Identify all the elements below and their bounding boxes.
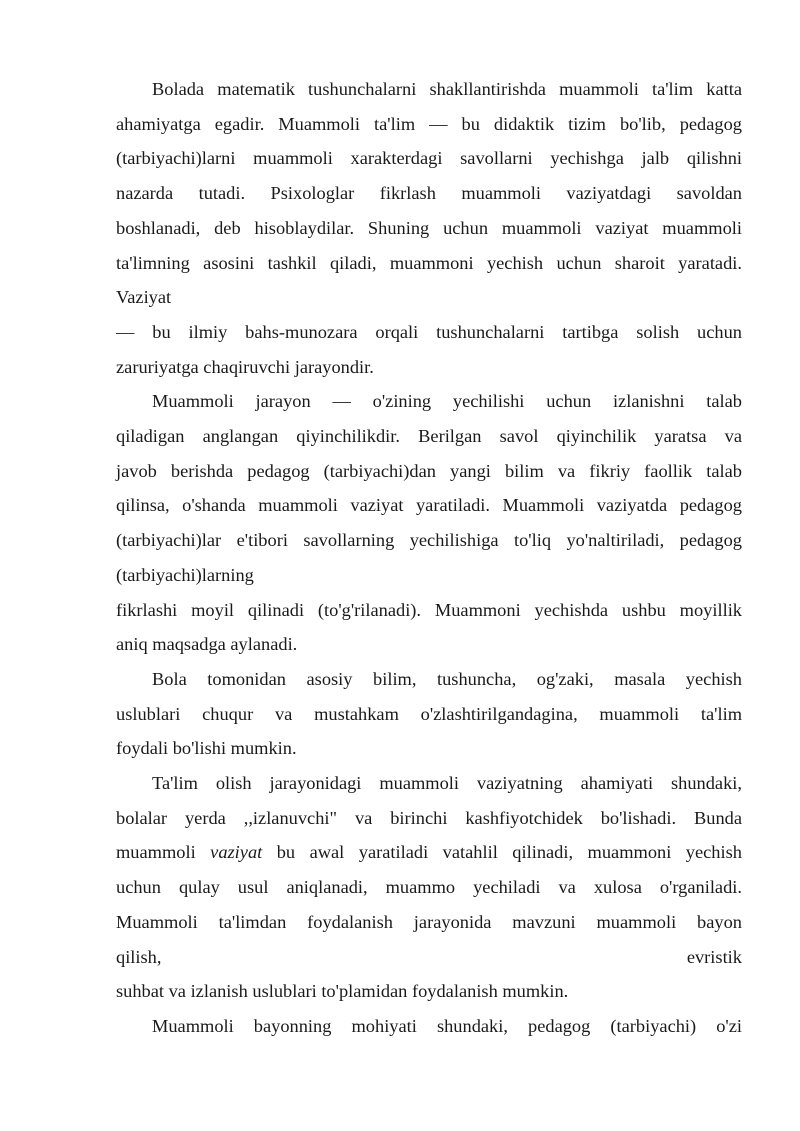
text-line: fikrlashi moyil qilinadi (to'g'rilanadi). Muammoni yechishda ushbu moyillik (116, 599, 742, 620)
text-line: ahamiyatga egadir. Muammoli ta'lim — bu didaktik tizim bo'lib, pedagog (116, 113, 742, 134)
text-line: javob berishda pedagog (tarbiyachi)dan yangi bilim va fikriy faollik talab (116, 460, 742, 481)
text-line: — bu ilmiy bahs-munozara orqali tushunchalarni tartibga solish uchun (116, 321, 742, 342)
text-fragment: qilish, (116, 946, 162, 967)
text-line: uchun qulay usul aniqlanadi, muammo yechiladi va xulosa o'rganiladi. (116, 877, 742, 898)
text-line: uslublari chuqur va mustahkam o'zlashtirilgandagina, muammoli ta'lim (116, 703, 742, 724)
text-line: (tarbiyachi)larni muammoli xarakterdagi savollarni yechishga jalb qilishni (116, 148, 742, 169)
text-fragment: muammoli (116, 842, 196, 863)
text-line: boshlanadi, deb hisoblaydilar. Shuning uchun muammoli vaziyat muammoli (116, 217, 742, 238)
italic-term: vaziyat (210, 842, 263, 863)
text-fragment: bu awal yaratiladi vatahlil qilinadi, muammoni yechish (276, 842, 742, 863)
text-line: foydali bo'lishi mumkin. (116, 738, 297, 759)
text-line: ta'limning asosini tashkil qiladi, muammoni yechish uchun sharoit yaratadi. (116, 252, 742, 273)
text-line: (tarbiyachi)larning (116, 564, 254, 585)
text-line: qiladigan anglangan qiyinchilikdir. Berilgan savol qiyinchilik yaratsa va (116, 426, 742, 447)
text-line: Bolada matematik tushunchalarni shakllantirishda muammoli ta'lim katta (152, 79, 742, 99)
text-line: zaruriyatga chaqiruvchi jarayondir. (116, 356, 374, 377)
text-line: nazarda tutadi. Psixologlar fikrlash muammoli vaziyatdagi savoldan (116, 183, 742, 204)
text-line: Bola tomonidan asosiy bilim, tushuncha, og'zaki, masala yechish (152, 668, 742, 689)
text-line: aniq maqsadga aylanadi. (116, 634, 298, 655)
document-body (116, 72, 742, 1044)
text-fragment: evristik (686, 946, 742, 967)
text-line: Muammoli jarayon — o'zining yechilishi uchun izlanishni talab (152, 391, 742, 412)
text-line: Muammoli ta'limdan foydalanish jarayonida mavzuni muammoli bayon (116, 911, 742, 932)
text-line: (tarbiyachi)lar e'tibori savollarning yechilishiga to'liq yo'naltiriladi, pedagog (116, 530, 742, 551)
text-line: qilinsa, o'shanda muammoli vaziyat yaratiladi. Muammoli vaziyatda pedagog (116, 495, 742, 516)
text-line: suhbat va izlanish uslublari to'plamidan foydalanish mumkin. (116, 981, 569, 1002)
text-line: Vaziyat (116, 287, 172, 308)
text-line (116, 835, 742, 870)
text-line: Muammoli bayonning mohiyati shundaki, pedagog (tarbiyachi) o'zi (152, 1015, 742, 1036)
text-line (116, 940, 742, 975)
text-line: Ta'lim olish jarayonidagi muammoli vaziyatning ahamiyati shundaki, (152, 773, 742, 794)
text-line: bolalar yerda ,,izlanuvchi" va birinchi kashfiyotchidek bo'lishadi. Bunda (116, 807, 742, 828)
